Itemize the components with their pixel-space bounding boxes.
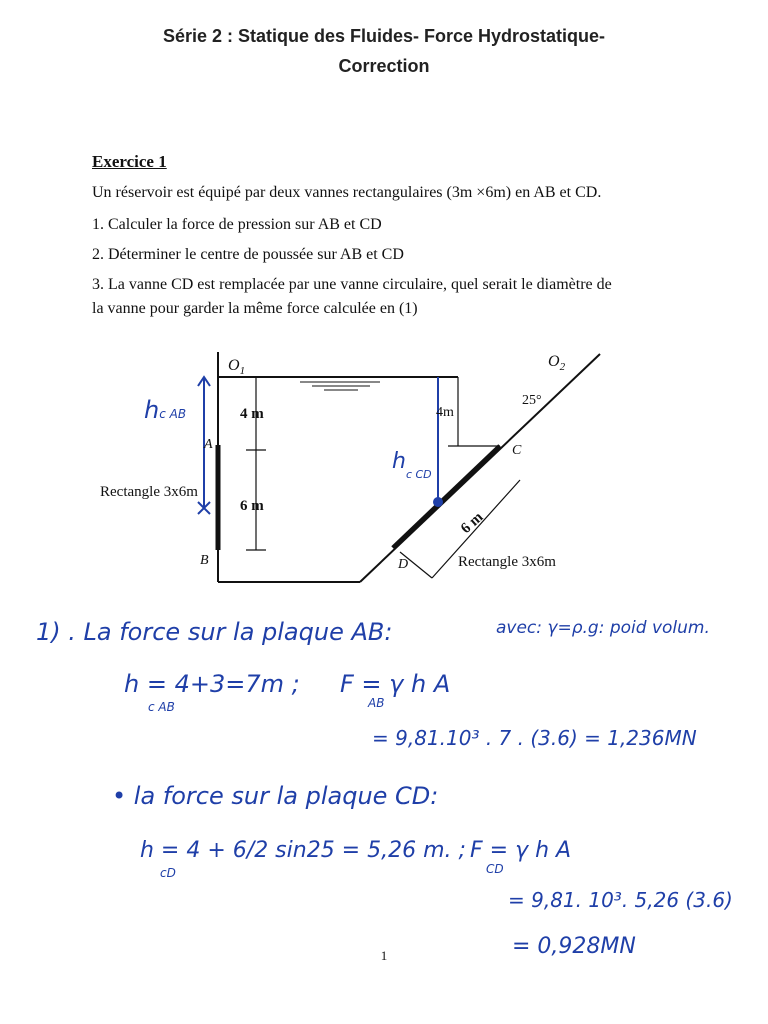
question-2: 2. Déterminer le centre de poussée sur AB et CD bbox=[92, 246, 404, 263]
dim-4m-left: 4 m bbox=[240, 406, 264, 422]
left-dimensions bbox=[246, 377, 266, 550]
exercise-intro: Un réservoir est équipé par deux vannes rectangulaires (3m ×6m) en AB et CD. bbox=[92, 184, 602, 201]
question-3-line1: 3. La vanne CD est remplacée par une vanne circulaire, quel serait le diamètre de bbox=[92, 276, 612, 293]
label-B: B bbox=[200, 553, 209, 568]
label-C: C bbox=[512, 443, 522, 458]
water-surface-marks bbox=[300, 382, 380, 390]
dim-4m-right: 4m bbox=[436, 405, 454, 420]
solution-hcCD-sub: cD bbox=[160, 866, 176, 880]
gate-CD bbox=[393, 446, 500, 548]
question-1: 1. Calculer la force de pression sur AB et CD bbox=[92, 216, 382, 233]
reservoir-figure bbox=[0, 330, 768, 590]
handwritten-arrows bbox=[198, 377, 442, 514]
solution-FCD-value2: = 0,928MN bbox=[512, 934, 636, 959]
solution-part1-title: 1) . La force sur la plaque AB: bbox=[36, 618, 393, 646]
dim-6m-incline: 6 m bbox=[457, 509, 487, 537]
solution-FCD-value1: = 9,81. 10³. 5,26 (3.6) bbox=[508, 888, 733, 912]
solution-FCD-sub: CD bbox=[486, 862, 504, 876]
tank-outline bbox=[218, 352, 600, 582]
solution-hcAB-sub: c AB bbox=[148, 700, 175, 714]
hand-hcCD: $h_{c CD}$ bbox=[392, 449, 432, 481]
solution-avec: avec: γ=ρ.g: poid volum. bbox=[496, 618, 710, 638]
label-D: D bbox=[398, 557, 409, 572]
solution-hcCD: h = 4 + 6/2 sin25 = 5,26 m. ; bbox=[140, 838, 466, 863]
label-O1: $O_1$ bbox=[228, 357, 246, 377]
question-3-line2: la vanne pour garder la même force calculée en (1) bbox=[92, 300, 418, 317]
solution-FAB-sub: AB bbox=[368, 696, 385, 710]
dim-6m-left: 6 m bbox=[240, 498, 264, 514]
label-O2: $O_2$ bbox=[548, 353, 566, 373]
solution-FAB: F = γ h A bbox=[340, 670, 451, 698]
label-A: A bbox=[204, 437, 213, 452]
hand-hcAB: hc AB bbox=[144, 396, 187, 424]
exercise-heading: Exercice 1 bbox=[92, 152, 167, 171]
right-dimension-4m bbox=[448, 377, 500, 446]
solution-FAB-value: = 9,81.10³ . 7 . (3.6) = 1,236MN bbox=[372, 726, 697, 750]
rect-label-left: Rectangle 3x6m bbox=[100, 484, 198, 500]
solution-part2-title: • la force sur la plaque CD: bbox=[112, 782, 439, 810]
page-title-line2: Correction bbox=[338, 56, 430, 76]
solution-hcAB: h = 4+3=7m ; bbox=[124, 670, 300, 698]
page-number: 1 bbox=[380, 948, 388, 963]
page-title-line1: Série 2 : Statique des Fluides- Force Hydrostatique- bbox=[162, 26, 606, 46]
solution-FCD: F = γ h A bbox=[470, 838, 572, 863]
rect-label-right: Rectangle 3x6m bbox=[458, 554, 556, 570]
angle-label: 25° bbox=[522, 393, 542, 408]
